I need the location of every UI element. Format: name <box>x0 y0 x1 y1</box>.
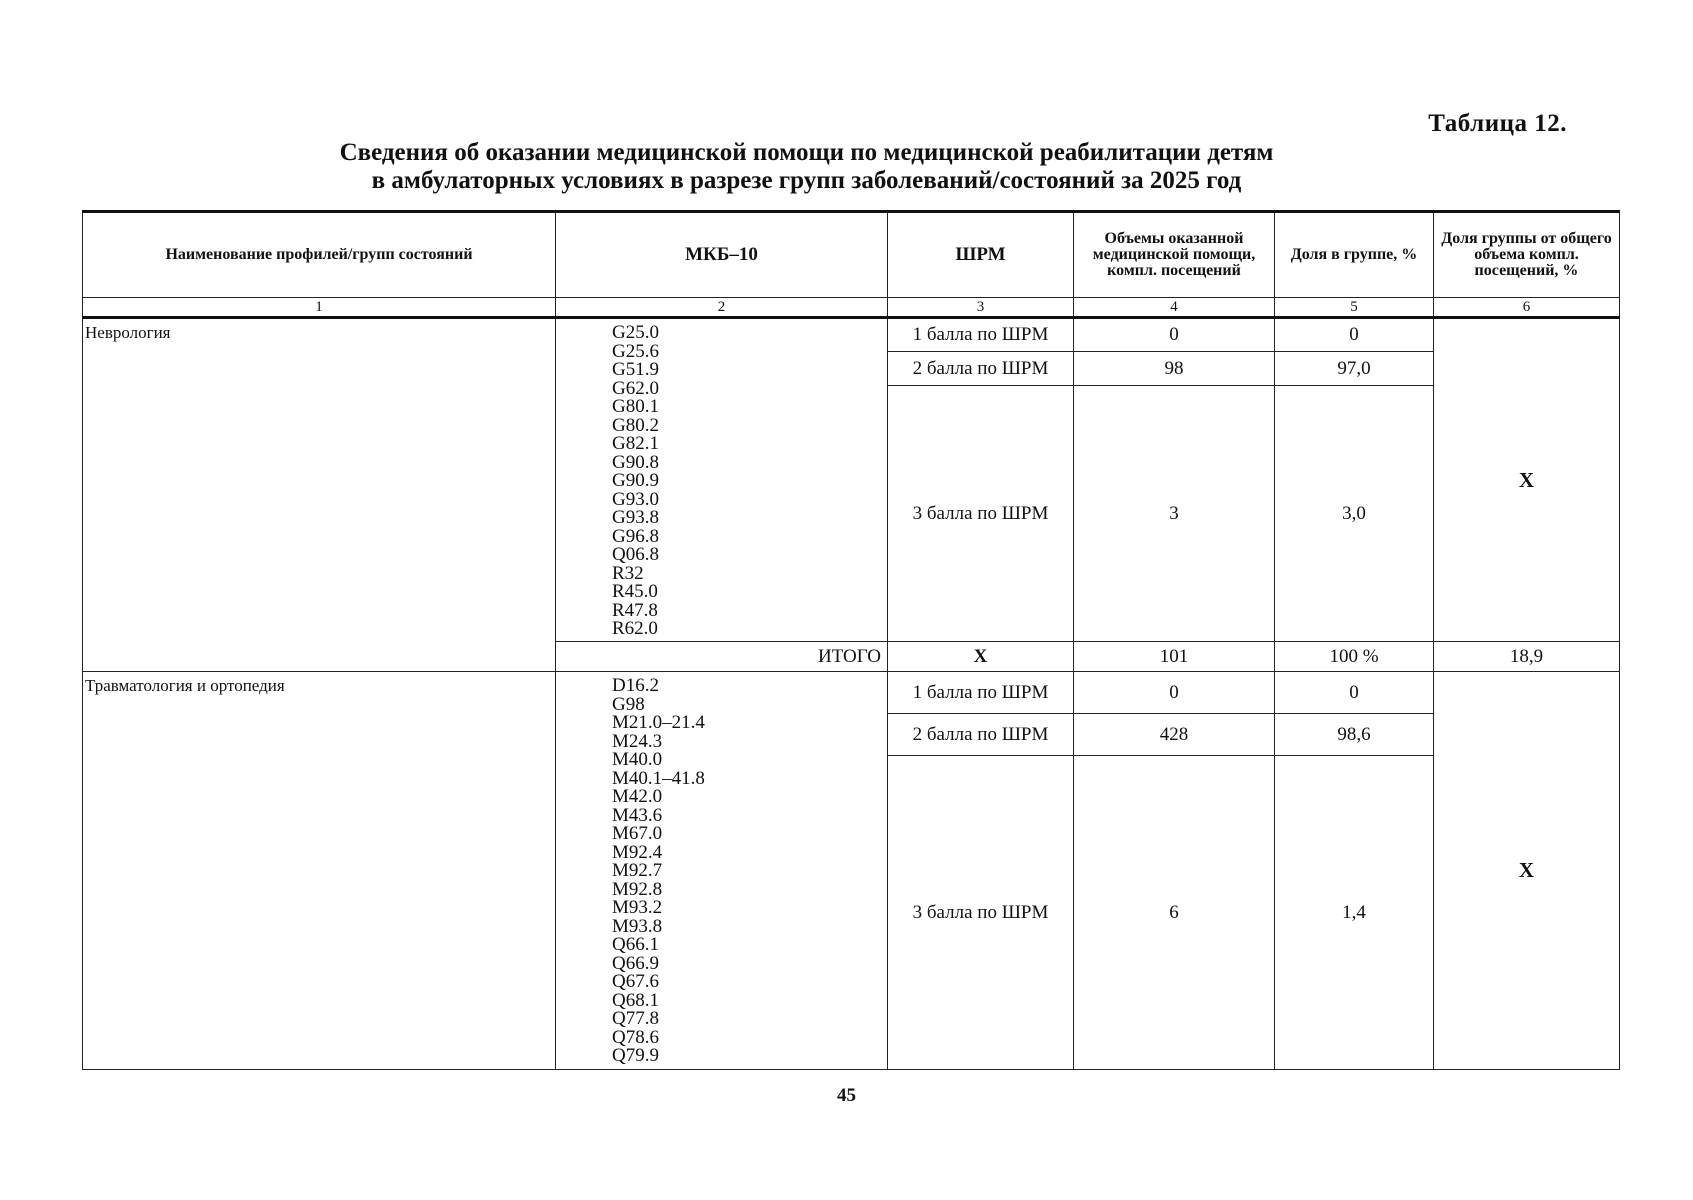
icd-code: G98 <box>612 693 645 715</box>
icd-code: G25.6 <box>612 340 659 362</box>
total-volume-cell: 101 <box>1074 642 1275 672</box>
icd-code: R62.0 <box>612 618 658 639</box>
share-cell: 3,0 <box>1275 386 1434 642</box>
icd-code: M40.0 <box>612 749 663 770</box>
shrm-cell: 2 балла по ШРМ <box>888 714 1074 756</box>
icd-code: G82.1 <box>612 433 659 454</box>
table-label: Таблица 12. <box>1428 110 1567 137</box>
column-header-share: Доля в группе, % <box>1275 212 1434 298</box>
total-group-share-cell: 18,9 <box>1434 642 1620 672</box>
icd-code: G62.0 <box>612 377 659 399</box>
column-header-profile: Наименование профилей/групп состояний <box>83 212 556 298</box>
column-number: 4 <box>1074 298 1275 318</box>
icd-code: G96.8 <box>612 525 659 547</box>
share-cell: 1,4 <box>1275 756 1434 1070</box>
share-cell: 0 <box>1275 318 1434 352</box>
icd-code: M21.0–21.4 <box>612 712 705 733</box>
column-number: 2 <box>556 298 888 318</box>
icd-code: M93.8 <box>612 915 663 937</box>
icd-code: R47.8 <box>612 599 658 621</box>
icd-code: Q79.9 <box>612 1045 659 1066</box>
column-header-group-share: Доля группы от общего объема компл. посещений, % <box>1434 212 1620 298</box>
icd-code: G93.8 <box>612 507 659 528</box>
column-header-shrm: ШРМ <box>888 212 1074 298</box>
icd-code: Q68.1 <box>612 989 659 1011</box>
shrm-cell: 1 балла по ШРМ <box>888 318 1074 352</box>
column-number-row <box>83 298 1620 318</box>
table-row <box>83 672 1620 714</box>
total-share-cell: 100 % <box>1275 642 1434 672</box>
volume-cell: 98 <box>1074 352 1275 386</box>
column-header-icd10: МКБ–10 <box>556 212 888 298</box>
shrm-cell: 3 балла по ШРМ <box>888 756 1074 1070</box>
column-number: 3 <box>888 298 1074 318</box>
rehabilitation-table <box>82 210 1620 1070</box>
volume-cell: 428 <box>1074 714 1275 756</box>
icd-code: Q67.6 <box>612 971 659 992</box>
icd-code: M92.7 <box>612 860 663 881</box>
column-number: 1 <box>83 298 556 318</box>
group-share-cell: X <box>1434 318 1620 642</box>
icd-code: M92.4 <box>612 841 663 863</box>
volume-cell: 0 <box>1074 672 1275 714</box>
volume-cell: 6 <box>1074 756 1275 1070</box>
icd-code: G51.9 <box>612 359 659 380</box>
icd-code: Q66.9 <box>612 952 659 974</box>
icd-code: G93.0 <box>612 488 659 510</box>
icd-code: M24.3 <box>612 730 663 752</box>
header-row <box>83 212 1620 298</box>
icd-code: G90.9 <box>612 470 659 491</box>
total-shrm-cell: X <box>888 642 1074 672</box>
icd-codes-traumatology <box>556 672 888 1070</box>
icd-code: Q77.8 <box>612 1008 659 1029</box>
total-label: ИТОГО <box>556 642 888 672</box>
icd-code: Q06.8 <box>612 544 659 565</box>
icd-code: Q66.1 <box>612 934 659 955</box>
icd-code: G80.1 <box>612 396 659 417</box>
column-header-volume: Объемы оказанной медицинской помощи, компл. посещений <box>1074 212 1275 298</box>
icd-code: R32 <box>612 562 644 584</box>
group-share-cell: X <box>1434 672 1620 1070</box>
page-number: 45 <box>837 1085 856 1106</box>
icd-codes-neurology <box>556 318 888 642</box>
icd-code: M92.8 <box>612 878 663 900</box>
icd-code: G80.2 <box>612 414 659 436</box>
icd-code: D16.2 <box>612 675 659 696</box>
profile-neurology: Неврология <box>83 318 556 672</box>
icd-code: M43.6 <box>612 804 663 826</box>
shrm-cell: 3 балла по ШРМ <box>888 386 1074 642</box>
profile-traumatology: Травматология и ортопедия <box>83 672 556 1070</box>
icd-code: Q78.6 <box>612 1026 659 1048</box>
volume-cell: 0 <box>1074 318 1275 352</box>
icd-code: G90.8 <box>612 451 659 473</box>
table-row <box>83 318 1620 352</box>
icd-code: M67.0 <box>612 823 663 844</box>
icd-code: R45.0 <box>612 581 658 602</box>
column-number: 6 <box>1434 298 1620 318</box>
icd-code: M42.0 <box>612 786 663 807</box>
title-line-2: в амбулаторных условиях в разрезе групп заболеваний/состояний за 2025 год <box>371 167 1242 194</box>
icd-code: M93.2 <box>612 897 663 918</box>
title-line-1: Сведения об оказании медицинской помощи по медицинской реабилитации детям <box>339 139 1274 166</box>
share-cell: 97,0 <box>1275 352 1434 386</box>
volume-cell: 3 <box>1074 386 1275 642</box>
shrm-cell: 2 балла по ШРМ <box>888 352 1074 386</box>
icd-code: M40.1–41.8 <box>612 767 705 789</box>
share-cell: 98,6 <box>1275 714 1434 756</box>
document-title <box>0 139 1693 195</box>
icd-code: G25.0 <box>612 322 659 343</box>
column-number: 5 <box>1275 298 1434 318</box>
share-cell: 0 <box>1275 672 1434 714</box>
shrm-cell: 1 балла по ШРМ <box>888 672 1074 714</box>
